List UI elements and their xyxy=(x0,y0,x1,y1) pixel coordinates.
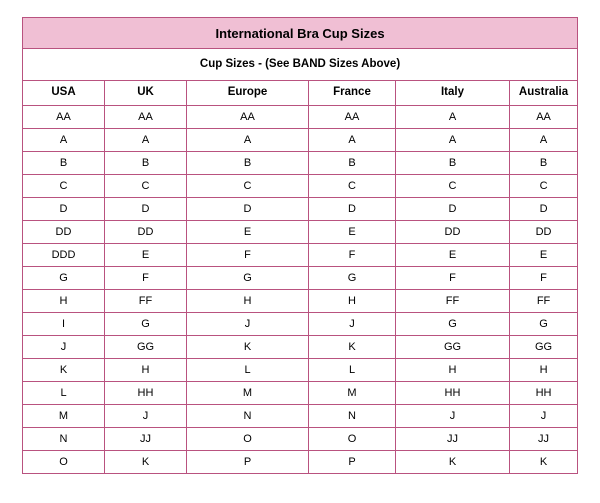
cell-uk: DD xyxy=(105,221,187,244)
cell-italy: GG xyxy=(396,336,510,359)
cell-australia: F xyxy=(510,267,578,290)
column-header-italy: Italy xyxy=(396,81,510,106)
cell-australia: A xyxy=(510,129,578,152)
cell-europe: J xyxy=(187,313,309,336)
column-header-france: France xyxy=(309,81,396,106)
cell-france: L xyxy=(309,359,396,382)
table-row xyxy=(23,152,578,175)
cell-usa: C xyxy=(23,175,105,198)
cell-france: E xyxy=(309,221,396,244)
cell-australia: B xyxy=(510,152,578,175)
cell-italy: K xyxy=(396,451,510,474)
cell-france: B xyxy=(309,152,396,175)
cell-france: A xyxy=(309,129,396,152)
cell-usa: J xyxy=(23,336,105,359)
table-row xyxy=(23,267,578,290)
cell-france: AA xyxy=(309,106,396,129)
cell-uk: A xyxy=(105,129,187,152)
table-subtitle-row xyxy=(23,49,578,81)
table-row xyxy=(23,428,578,451)
cell-europe: E xyxy=(187,221,309,244)
cell-europe: AA xyxy=(187,106,309,129)
cell-uk: D xyxy=(105,198,187,221)
table-subtitle: Cup Sizes - (See BAND Sizes Above) xyxy=(23,49,578,81)
cell-italy: A xyxy=(396,106,510,129)
cell-uk: C xyxy=(105,175,187,198)
cell-usa: AA xyxy=(23,106,105,129)
cell-uk: JJ xyxy=(105,428,187,451)
cell-australia: J xyxy=(510,405,578,428)
cell-uk: AA xyxy=(105,106,187,129)
cell-france: P xyxy=(309,451,396,474)
column-header-europe: Europe xyxy=(187,81,309,106)
cell-europe: D xyxy=(187,198,309,221)
cell-italy: DD xyxy=(396,221,510,244)
cell-usa: H xyxy=(23,290,105,313)
cell-usa: D xyxy=(23,198,105,221)
cell-usa: A xyxy=(23,129,105,152)
cell-france: N xyxy=(309,405,396,428)
cell-europe: G xyxy=(187,267,309,290)
cell-uk: J xyxy=(105,405,187,428)
table-row xyxy=(23,405,578,428)
cell-australia: GG xyxy=(510,336,578,359)
cell-italy: E xyxy=(396,244,510,267)
cell-italy: J xyxy=(396,405,510,428)
table-row xyxy=(23,129,578,152)
cell-italy: F xyxy=(396,267,510,290)
cell-australia: DD xyxy=(510,221,578,244)
table-row xyxy=(23,221,578,244)
cell-france: D xyxy=(309,198,396,221)
cell-australia: K xyxy=(510,451,578,474)
cell-europe: A xyxy=(187,129,309,152)
table-row xyxy=(23,313,578,336)
table-row xyxy=(23,290,578,313)
table-title-row xyxy=(23,18,578,49)
column-header-australia: Australia xyxy=(510,81,578,106)
cell-europe: O xyxy=(187,428,309,451)
table-row xyxy=(23,451,578,474)
cell-uk: GG xyxy=(105,336,187,359)
cell-usa: B xyxy=(23,152,105,175)
cell-france: J xyxy=(309,313,396,336)
table-row xyxy=(23,198,578,221)
cell-usa: I xyxy=(23,313,105,336)
cell-europe: N xyxy=(187,405,309,428)
cell-france: F xyxy=(309,244,396,267)
cup-size-table xyxy=(22,17,578,474)
cell-france: K xyxy=(309,336,396,359)
cell-italy: FF xyxy=(396,290,510,313)
cell-australia: FF xyxy=(510,290,578,313)
column-header-row xyxy=(23,81,578,106)
cell-uk: H xyxy=(105,359,187,382)
cell-uk: B xyxy=(105,152,187,175)
cell-usa: DD xyxy=(23,221,105,244)
table-title: International Bra Cup Sizes xyxy=(23,18,578,49)
cell-italy: JJ xyxy=(396,428,510,451)
cell-france: M xyxy=(309,382,396,405)
cell-italy: D xyxy=(396,198,510,221)
cell-australia: JJ xyxy=(510,428,578,451)
table-row xyxy=(23,106,578,129)
cell-uk: HH xyxy=(105,382,187,405)
table-row xyxy=(23,244,578,267)
column-header-usa: USA xyxy=(23,81,105,106)
cell-australia: AA xyxy=(510,106,578,129)
cell-usa: N xyxy=(23,428,105,451)
cell-australia: C xyxy=(510,175,578,198)
cell-australia: G xyxy=(510,313,578,336)
cell-europe: H xyxy=(187,290,309,313)
cell-usa: L xyxy=(23,382,105,405)
cell-europe: K xyxy=(187,336,309,359)
cell-italy: HH xyxy=(396,382,510,405)
cell-italy: G xyxy=(396,313,510,336)
column-header-uk: UK xyxy=(105,81,187,106)
cell-europe: M xyxy=(187,382,309,405)
cell-europe: P xyxy=(187,451,309,474)
cell-usa: K xyxy=(23,359,105,382)
cell-usa: O xyxy=(23,451,105,474)
cell-france: C xyxy=(309,175,396,198)
cell-italy: C xyxy=(396,175,510,198)
table-row xyxy=(23,175,578,198)
table-row xyxy=(23,336,578,359)
cell-usa: G xyxy=(23,267,105,290)
cell-italy: A xyxy=(396,129,510,152)
cell-europe: F xyxy=(187,244,309,267)
cell-australia: HH xyxy=(510,382,578,405)
cell-uk: K xyxy=(105,451,187,474)
cell-italy: H xyxy=(396,359,510,382)
table-row xyxy=(23,359,578,382)
cell-uk: F xyxy=(105,267,187,290)
cell-europe: B xyxy=(187,152,309,175)
cell-france: H xyxy=(309,290,396,313)
table-row xyxy=(23,382,578,405)
cell-italy: B xyxy=(396,152,510,175)
cell-france: O xyxy=(309,428,396,451)
cell-usa: DDD xyxy=(23,244,105,267)
cell-australia: H xyxy=(510,359,578,382)
cell-uk: G xyxy=(105,313,187,336)
cell-france: G xyxy=(309,267,396,290)
cell-usa: M xyxy=(23,405,105,428)
cell-uk: E xyxy=(105,244,187,267)
cell-europe: L xyxy=(187,359,309,382)
cell-uk: FF xyxy=(105,290,187,313)
cell-australia: E xyxy=(510,244,578,267)
cell-australia: D xyxy=(510,198,578,221)
cell-europe: C xyxy=(187,175,309,198)
